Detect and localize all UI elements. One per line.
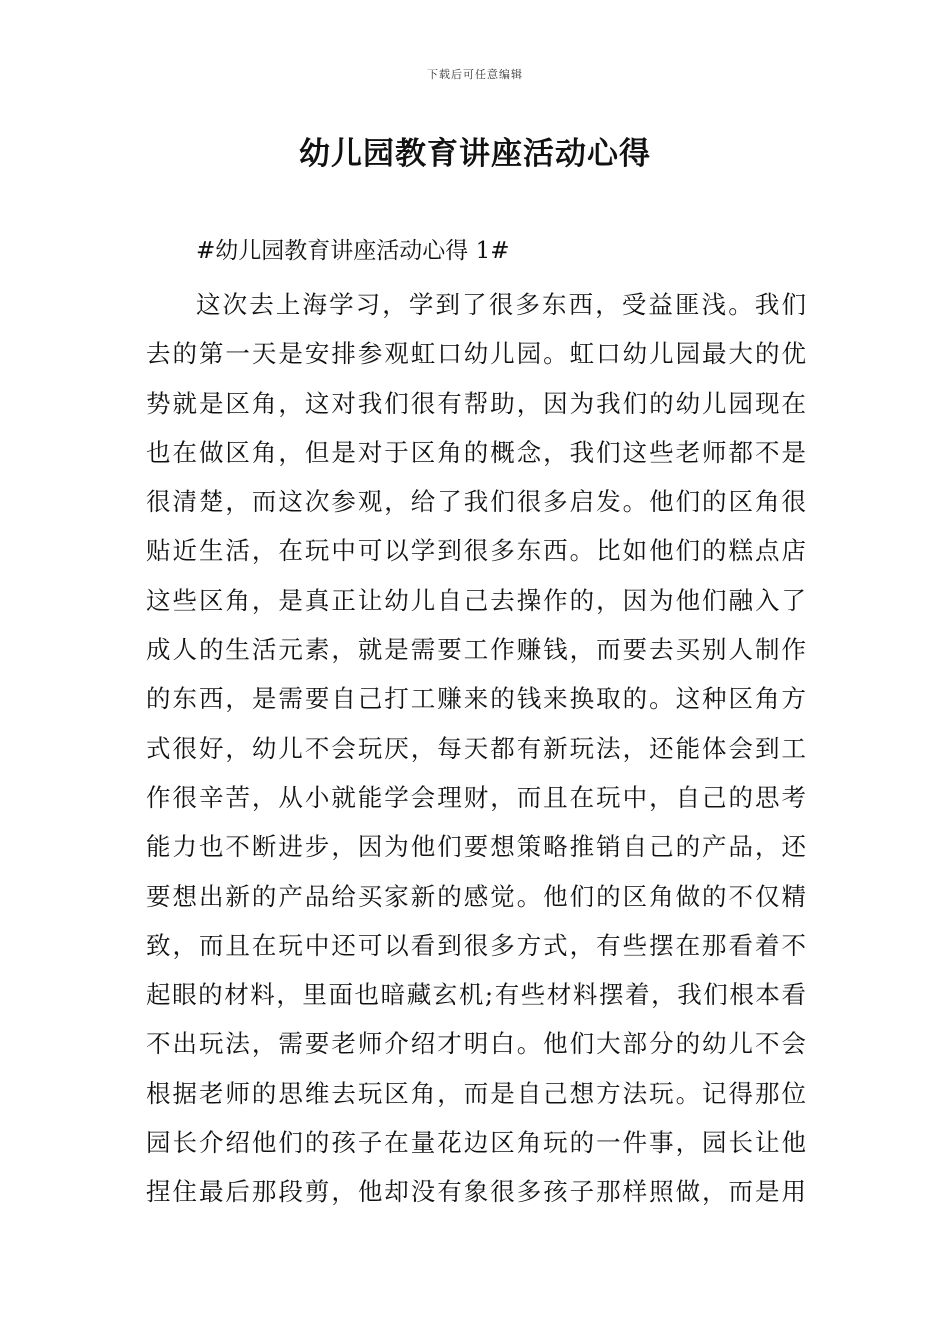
paragraph-line: 起眼的材料，里面也暗藏玄机;有些材料摆着，我们根本看 xyxy=(146,980,806,1010)
paragraph-line: 这些区角，是真正让幼儿自己去操作的，因为他们融入了 xyxy=(146,585,806,615)
paragraph-line: 不出玩法，需要老师介绍才明白。他们大部分的幼儿不会 xyxy=(146,1029,806,1059)
section-heading: #幼儿园教育讲座活动心得 1# xyxy=(196,238,510,264)
paragraph-line: 作很辛苦，从小就能学会理财，而且在玩中，自己的思考 xyxy=(146,782,806,812)
paragraph-line: 捏住最后那段剪，他却没有象很多孩子那样照做，而是用 xyxy=(146,1177,806,1207)
body-paragraph xyxy=(146,280,806,1217)
paragraph-line: 要想出新的产品给买家新的感觉。他们的区角做的不仅精 xyxy=(146,881,806,911)
paragraph-line: 成人的生活元素，就是需要工作赚钱，而要去买别人制作 xyxy=(146,635,806,665)
paragraph-line: 很清楚，而这次参观，给了我们很多启发。他们的区角很 xyxy=(146,487,806,517)
paragraph-line: 势就是区角，这对我们很有帮助，因为我们的幼儿园现在 xyxy=(146,388,806,418)
header-note: 下载后可任意编辑 xyxy=(427,68,523,81)
paragraph-line: 去的第一天是安排参观虹口幼儿园。虹口幼儿园最大的优 xyxy=(146,339,806,369)
paragraph-line: 园长介绍他们的孩子在量花边区角玩的一件事，园长让他 xyxy=(146,1128,806,1158)
paragraph-line: 能力也不断进步，因为他们要想策略推销自己的产品，还 xyxy=(146,832,806,862)
paragraph-line: 这次去上海学习，学到了很多东西，受益匪浅。我们 xyxy=(196,290,806,319)
paragraph-line: 致，而且在玩中还可以看到很多方式，有些摆在那看着不 xyxy=(146,930,806,960)
paragraph-line: 的东西，是需要自己打工赚来的钱来换取的。这种区角方 xyxy=(146,684,806,714)
paragraph-line: 式很好，幼儿不会玩厌，每天都有新玩法，还能体会到工 xyxy=(146,733,806,763)
document-title: 幼儿园教育讲座活动心得 xyxy=(299,136,651,172)
paragraph-line: 根据老师的思维去玩区角，而是自己想方法玩。记得那位 xyxy=(146,1078,806,1108)
paragraph-line: 贴近生活，在玩中可以学到很多东西。比如他们的糕点店 xyxy=(146,536,806,566)
paragraph-line: 也在做区角，但是对于区角的概念，我们这些老师都不是 xyxy=(146,437,806,467)
